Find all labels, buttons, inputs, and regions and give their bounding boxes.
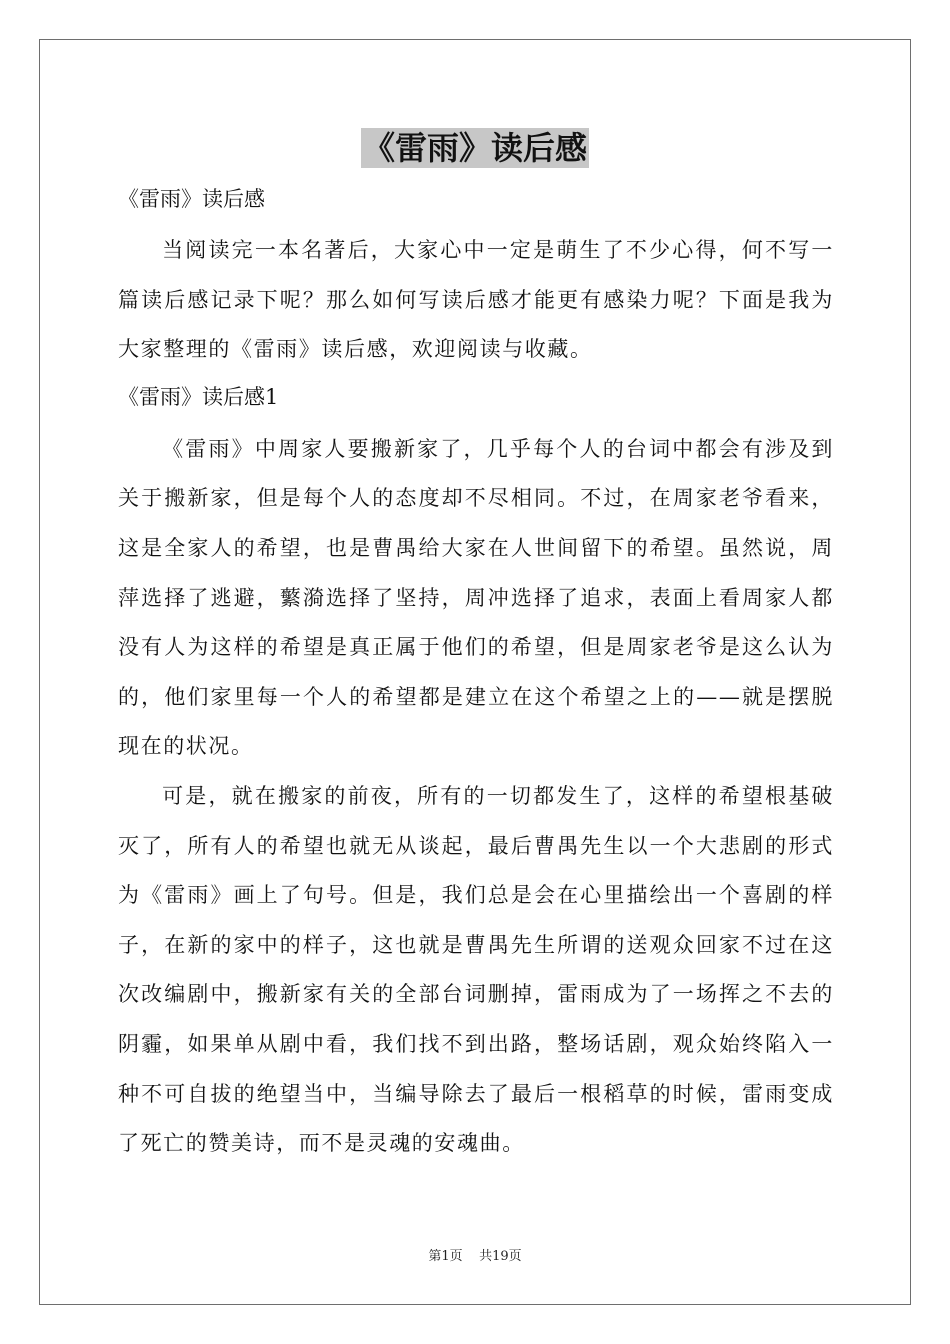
- body-paragraph-1: 《雷雨》中周家人要搬新家了，几乎每个人的台词中都会有涉及到关于搬新家，但是每个人的态度却不尽相同。不过，在周家老爷看来，这是全家人的希望，也是曹禺给大家在人世间留下的希望。虽然说，周萍选择了逃避，蘩漪选择了坚持，周冲选择了追求，表面上看周家人都没有人为这样的希望是真正属于他们的希望，但是周家老爷是这么认为的，他们家里每一个人的希望都是建立在这个希望之上的——就是摆脱现在的状况。: [118, 436, 834, 759]
- page-total: 共19页: [479, 1249, 522, 1264]
- body-paragraph-2: 可是，就在搬家的前夜，所有的一切都发生了，这样的希望根基破灭了，所有人的希望也就无从谈起，最后曹禺先生以一个大悲剧的形式为《雷雨》画上了句号。但是，我们总是会在心里描绘出一个喜剧的样子，在新的家中的样子，这也就是曹禺先生所谓的送观众回家不过在这次改编剧中，搬新家有关的全部台词删掉，雷雨成为了一场挥之不去的阴霾，如果单从剧中看，我们找不到出路，整场话剧，观众始终陷入一种不可自拔的绝望当中，当编导除去了最后一根稻草的时候，雷雨变成了死亡的赞美诗，而不是灵魂的安魂曲。: [118, 783, 834, 1156]
- page-number: 第1页: [428, 1249, 463, 1264]
- section-heading: 《雷雨》读后感1: [118, 384, 279, 409]
- document-title: 《雷雨》读后感: [362, 129, 587, 167]
- subtitle: 《雷雨》读后感: [118, 187, 265, 211]
- intro-paragraph: 当阅读完一本名著后，大家心中一定是萌生了不少心得，何不写一篇读后感记录下呢？那么如何写读后感才能更有感染力呢？下面是我为大家整理的《雷雨》读后感，欢迎阅读与收藏。: [118, 238, 834, 362]
- title-container: [0, 128, 950, 168]
- page-footer: [0, 1248, 950, 1266]
- document-body: [118, 178, 834, 1169]
